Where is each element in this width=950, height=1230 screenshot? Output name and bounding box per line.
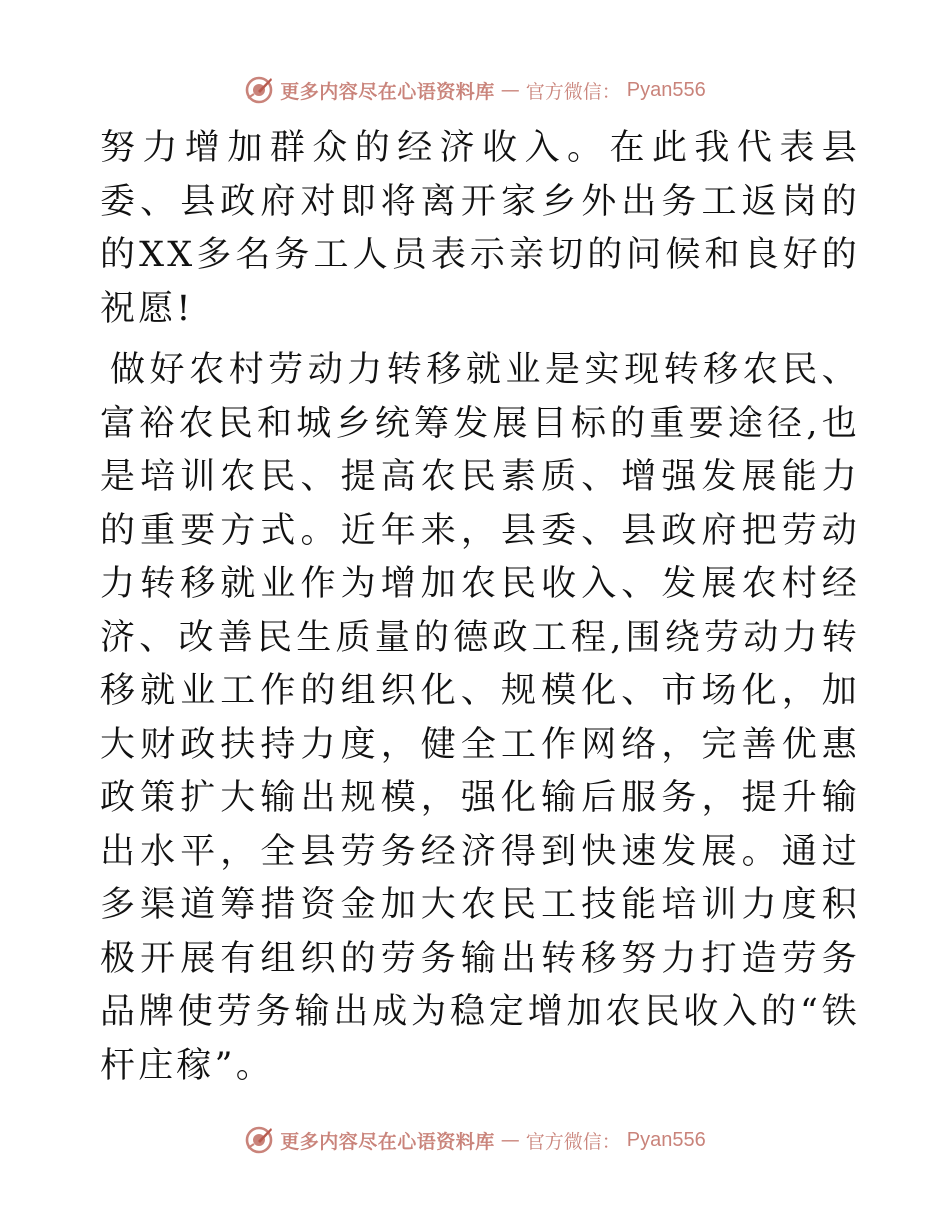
header-watermark (0, 70, 950, 110)
watermark-text: 更多内容尽在心语资料库 (280, 80, 495, 103)
watermark-separator: — (500, 1129, 520, 1151)
watermark-wechat-id: Pyan556 (626, 1128, 706, 1151)
paragraph-2: 做好农村劳动力转移就业是实现转移农民、富裕农民和城乡统筹发展目标的重要途径,也是培训农民、提高农民素质、增强发展能力的重要方式。近年来，县委、县政府把劳动力转移就业作为增加农民收入、发展农村经济、改善民生质量的德政工程,围绕劳动力转移就业工作的组织化、规模化、市场化，加大财政扶持力度，健全工作网络，完善优惠政策扩大输出规模，强化输后服务，提升输出水平，全县劳务经济得到快速发展。通过多渠道筹措资金加大农民工技能培训力度积极开展有组织的劳务输出转移努力打造劳务品牌使劳务输出成为稳定增加农民收入的“铁杆庄稼”。 (100, 350, 860, 1086)
quill-logo-icon (244, 1125, 274, 1155)
watermark-wechat-id: Pyan556 (626, 78, 706, 101)
watermark-separator: — (500, 79, 520, 101)
watermark-text: 更多内容尽在心语资料库 (280, 1130, 495, 1153)
watermark-wechat-label: 官方微信： (525, 1130, 621, 1153)
document-body (100, 122, 860, 1093)
watermark-wechat-label: 官方微信： (525, 80, 621, 103)
footer-watermark (0, 1120, 950, 1160)
quill-logo-icon (244, 75, 274, 105)
paragraph-1: 努力增加群众的经济收入。在此我代表县委、县政府对即将离开家乡外出务工返岗的的XX多名务工人员表示亲切的问候和良好的祝愿! (100, 128, 860, 329)
